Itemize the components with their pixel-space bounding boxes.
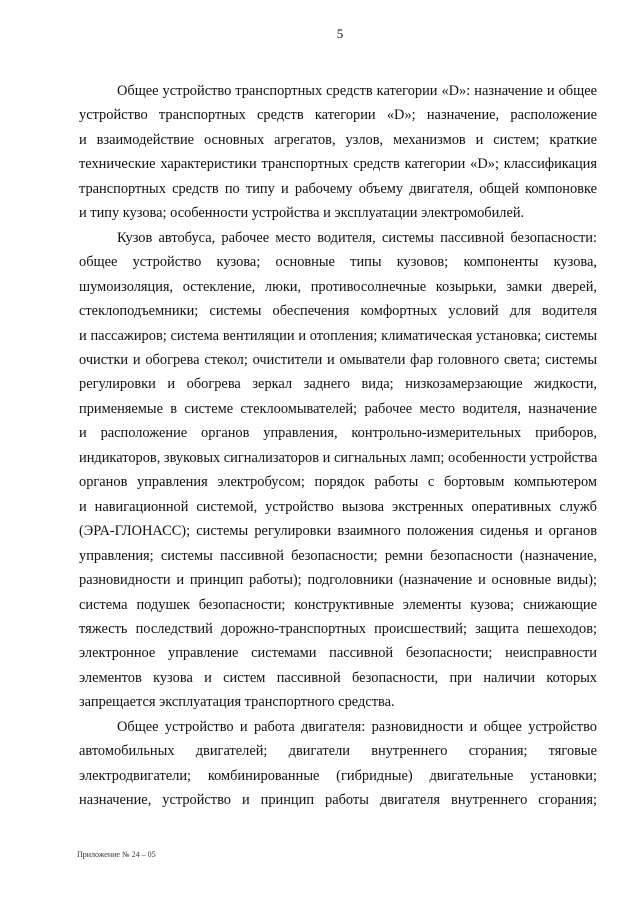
text-line: и навигационной системой, устройство вызова экстренных оперативных служб: [79, 498, 597, 515]
text-line: и пассажиров; система вентиляции и отопления; климатическая установка; системы: [79, 327, 597, 344]
text-line: тяжесть последствий дорожно-транспортных происшествий; защита пешеходов;: [79, 620, 597, 637]
text-line: запрещается эксплуатация транспортного средства.: [79, 694, 395, 711]
text-line: очистки и обогрева стекол; очистители и омыватели фар головного света; системы: [79, 351, 597, 368]
paragraph-bus-body: [79, 226, 597, 715]
body-text: [79, 79, 597, 813]
text-line: применяемые в системе стеклоомывателей; рабочее место водителя, назначение: [79, 400, 597, 417]
text-line: и расположение органов управления, контрольно-измерительных приборов,: [79, 425, 597, 442]
text-line: электронное управление системами пассивной безопасности; неисправности: [79, 645, 597, 662]
text-line: назначение, устройство и принцип работы двигателя внутреннего сгорания;: [79, 792, 597, 809]
text-line: Кузов автобуса, рабочее место водителя, системы пассивной безопасности:: [117, 229, 597, 246]
paragraph-vehicle-structure: [79, 79, 597, 226]
footer-appendix-label: Приложение № 24 – 05: [77, 850, 156, 859]
text-line: Общее устройство транспортных средств категории «D»: назначение и общее: [117, 83, 597, 99]
paragraph-engine: [79, 715, 597, 813]
text-line: индикаторов, звуковых сигнализаторов и сигнальных ламп; особенности устройства: [79, 449, 598, 466]
text-line: (ЭРА-ГЛОНАСС); системы регулировки взаимного положения сиденья и органов: [79, 523, 597, 540]
text-line: органов управления электробусом; порядок работы с бортовым компьютером: [79, 474, 597, 491]
text-line: и типу кузова; особенности устройства и эксплуатации электромобилей.: [79, 205, 525, 222]
text-line: общее устройство кузова; основные типы кузовов; компоненты кузова,: [79, 254, 597, 271]
text-line: стеклоподъемники; системы обеспечения комфортных условий для водителя: [79, 303, 597, 320]
text-line: технические характеристики транспортных средств категории «D»; классификация: [79, 156, 597, 173]
text-line: транспортных средств по типу и рабочему объему двигателя, общей компоновке: [79, 180, 597, 197]
text-line: регулировки и обогрева зеркал заднего вида; низкозамерзающие жидкости,: [79, 376, 597, 393]
text-line: элементов кузова и систем пассивной безопасности, при наличии которых: [79, 669, 597, 686]
text-line: и взаимодействие основных агрегатов, узлов, механизмов и систем; краткие: [79, 131, 597, 148]
text-line: управления; системы пассивной безопасности; ремни безопасности (назначение,: [79, 547, 597, 564]
page-number: 5: [336, 26, 344, 41]
text-line: автомобильных двигателей; двигатели внутреннего сгорания; тяговые: [79, 743, 597, 760]
text-line: электродвигатели; комбинированные (гибридные) двигательные установки;: [79, 767, 597, 784]
text-line: устройство транспортных средств категории «D»; назначение, расположение: [79, 107, 597, 124]
text-line: Общее устройство и работа двигателя: разновидности и общее устройство: [117, 718, 597, 735]
text-line: шумоизоляция, остекление, люки, противосолнечные козырьки, замки дверей,: [79, 278, 597, 295]
text-line: разновидности и принцип работы); подголовники (назначение и основные виды);: [79, 572, 597, 589]
text-line: система подушек безопасности; конструктивные элементы кузова; снижающие: [79, 596, 597, 613]
